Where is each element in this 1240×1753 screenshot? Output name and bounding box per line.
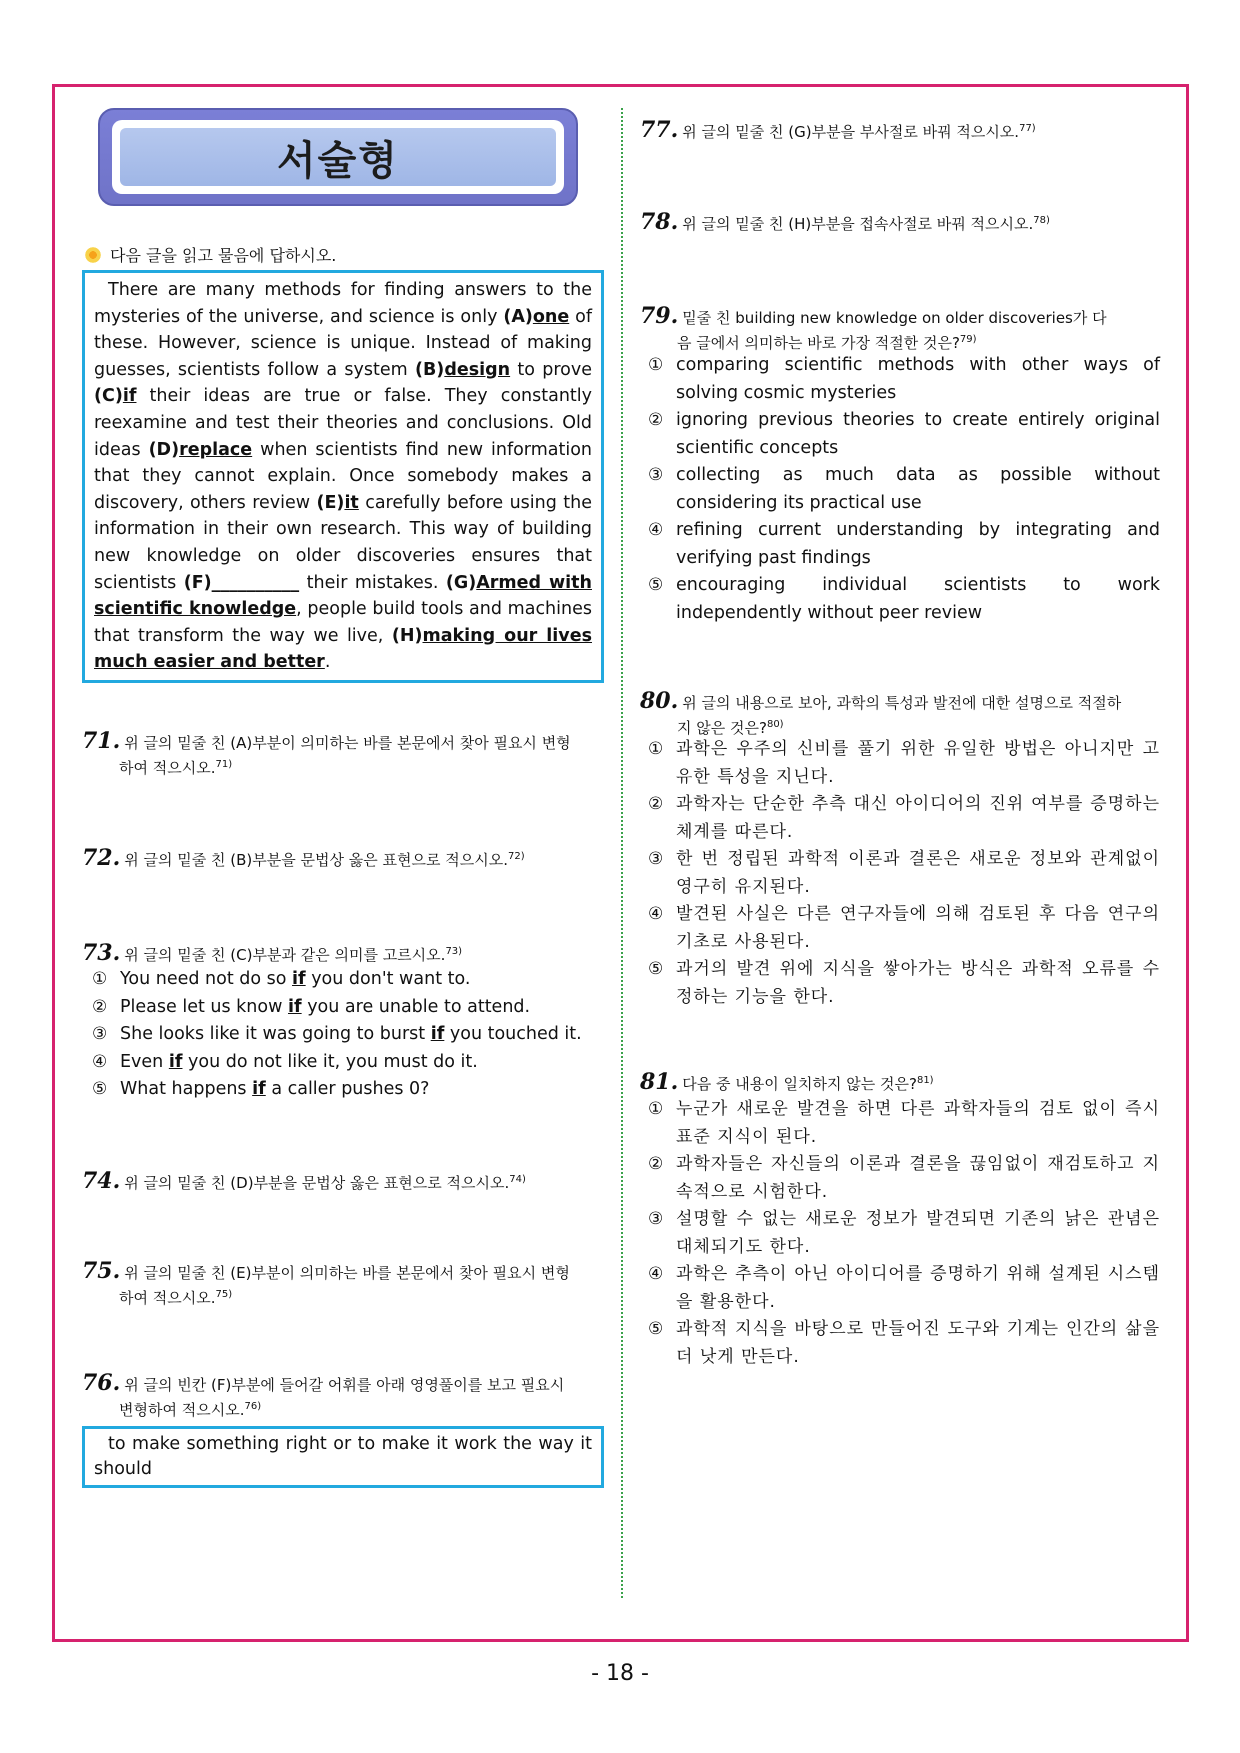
question-text: 위 글의 밑줄 친 (H)부분을 접속사절로 바꿔 적으시오.: [682, 215, 1034, 233]
option-4[interactable]: ④ Even if you do not like it, you must do it.: [92, 1051, 478, 1072]
passage-text: their mistakes.: [299, 572, 446, 593]
question-76: [82, 1372, 604, 1421]
instruction: [84, 243, 336, 266]
question-text: 위 글의 밑줄 친 (B)부분을 문법상 옳은 표현으로 적으시오.: [124, 851, 508, 869]
option-2[interactable]: ② 과학자는 단순한 추측 대신 아이디어의 진위 여부를 증명하는 체계를 따른다.: [648, 794, 1160, 842]
passage-text: to prove: [510, 359, 592, 380]
title-banner: [98, 108, 578, 206]
option-2[interactable]: ② ignoring previous theories to create entirely original scientific concepts: [648, 410, 1160, 458]
question-number: 79.: [640, 303, 679, 329]
label-b: (B): [414, 359, 445, 380]
question-75: [82, 1260, 604, 1309]
keyword-if: if: [288, 996, 302, 1017]
question-text: 위 글의 내용으로 보아, 과학의 특성과 발전에 대한 설명으로 적절하: [682, 694, 1122, 712]
keyword-if: if: [252, 1079, 266, 1099]
footnote-ref: 71): [215, 759, 233, 770]
question-80: [640, 690, 1160, 739]
underline-g: Armed with scientific knowledge: [94, 572, 592, 620]
blank-f: (F)__________: [183, 572, 300, 593]
option-5[interactable]: ⑤ 과학적 지식을 바탕으로 만들어진 도구와 기계는 인간의 삶을 더 낫게 만든다.: [648, 1319, 1160, 1367]
option-5[interactable]: ⑤ What happens if a caller pushes 0?: [92, 1079, 430, 1099]
label-g: (G): [445, 572, 477, 593]
footnote-ref: 72): [507, 851, 525, 862]
question-number: 72.: [82, 845, 121, 871]
question-number: 71.: [82, 728, 121, 754]
options-73: [92, 966, 604, 1104]
footnote-ref: 76): [244, 1401, 262, 1412]
label-h: (H): [391, 625, 423, 646]
question-number: 81.: [640, 1069, 679, 1095]
footnote-ref: 78): [1033, 215, 1050, 226]
footnote-ref: 73): [445, 946, 463, 957]
keyword-if: if: [292, 969, 306, 989]
question-number: 80.: [640, 688, 679, 714]
column-divider: [621, 108, 623, 1598]
question-text-cont: 변형하여 적으시오.: [119, 1401, 245, 1419]
option-3[interactable]: ③ 한 번 정립된 과학적 이론과 결론은 새로운 정보와 관계없이 영구히 유지된다.: [648, 849, 1160, 897]
underline-b: design: [444, 359, 511, 380]
option-5[interactable]: ⑤ encouraging individual scientists to work independently without peer review: [648, 575, 1160, 623]
passage-text: carefully before using the information in their own research. This way of building new knowledge on older discoveries ensures that scientists: [94, 492, 592, 593]
passage-text: , people build tools and machines that transform the way we live,: [94, 599, 592, 646]
underline-d: replace: [179, 439, 253, 460]
underline-c: if: [122, 386, 137, 407]
passage-text: of these. However, science is unique. Instead of making guesses, scientists follow a system: [94, 306, 592, 380]
option-4[interactable]: ④ 발견된 사실은 다른 연구자들에 의해 검토된 후 다음 연구의 기초로 사용된다.: [648, 904, 1160, 952]
option-3[interactable]: ③ collecting as much data as possible without considering its practical use: [648, 465, 1160, 513]
option-1[interactable]: ① comparing scientific methods with other ways of solving cosmic mysteries: [648, 355, 1160, 403]
label-e: (E): [316, 492, 345, 513]
question-74: [82, 1169, 604, 1194]
title-banner-inner: [112, 120, 564, 194]
question-text: 위 글의 밑줄 친 (D)부분을 문법상 옳은 표현으로 적으시오.: [124, 1174, 510, 1192]
question-text: 위 글의 밑줄 친 (C)부분과 같은 의미를 고르시오.: [124, 946, 446, 964]
passage-text: There are many methods for finding answers to the mysteries of the universe, and science is only: [94, 280, 592, 327]
question-79: [640, 305, 1160, 354]
option-3[interactable]: ③ She looks like it was going to burst if you touched it.: [92, 1024, 582, 1044]
question-text: 위 글의 빈칸 (F)부분에 들어갈 어휘를 아래 영영풀이를 보고 필요시: [124, 1376, 565, 1394]
reading-passage: [82, 270, 604, 683]
passage-text: their ideas are true or false. They constantly reexamine and test their theories and conclusions. Old ideas: [94, 386, 592, 460]
question-number: 75.: [82, 1258, 121, 1284]
section-title: 서술형: [277, 137, 399, 184]
question-78: [640, 210, 1160, 235]
option-3[interactable]: ③ 설명할 수 없는 새로운 정보가 발견되면 기존의 낡은 관념은 대체되기도 한다.: [648, 1209, 1160, 1257]
underline-h: making our lives much easier and better: [94, 625, 592, 673]
question-text: 다음 중 내용이 일치하지 않는 것은?: [682, 1075, 917, 1093]
footnote-ref: 81): [916, 1075, 934, 1086]
question-77: [640, 118, 1160, 143]
option-4[interactable]: ④ 과학은 추측이 아닌 아이디어를 증명하기 위해 설계된 시스템을 활용한다.: [648, 1264, 1160, 1312]
question-71: [82, 730, 604, 779]
instruction-text: 다음 글을 읽고 물음에 답하시오.: [110, 246, 337, 265]
question-text: 위 글의 밑줄 친 (G)부분을 부사절로 바꿔 적으시오.: [682, 123, 1020, 141]
underline-a: one: [532, 306, 570, 327]
page-number: - 18 -: [591, 1661, 649, 1686]
keyword-if: if: [168, 1051, 183, 1072]
question-text: 위 글의 밑줄 친 (A)부분이 의미하는 바를 본문에서 찾아 필요시 변형: [124, 734, 571, 752]
question-number: 74.: [82, 1168, 121, 1194]
option-5[interactable]: ⑤ 과거의 발견 위에 지식을 쌓아가는 방식은 과학적 오류를 수정하는 기능을 한다.: [648, 959, 1160, 1007]
question-number: 77.: [640, 117, 679, 143]
footnote-ref: 75): [215, 1289, 233, 1300]
question-72: [82, 846, 604, 871]
question-text-cont: 하여 적으시오.: [119, 1289, 216, 1307]
keyword-if: if: [430, 1024, 445, 1044]
question-text-cont: 지 않은 것은?: [677, 719, 767, 737]
label-a: (A): [503, 306, 533, 327]
option-1[interactable]: ① You need not do so if you don't want to.: [92, 969, 471, 989]
option-1[interactable]: ① 과학은 우주의 신비를 풀기 위한 유일한 방법은 아니지만 고유한 특성을 지닌다.: [648, 739, 1160, 787]
footnote-ref: 79): [959, 334, 977, 345]
definition-box: [82, 1426, 604, 1488]
options-80: [648, 736, 1160, 1011]
question-text-cont: 하여 적으시오.: [119, 759, 216, 777]
option-2[interactable]: ② 과학자들은 자신들의 이론과 결론을 끊임없이 재검토하고 지속적으로 시험한다.: [648, 1154, 1160, 1202]
question-text: 위 글의 밑줄 친 (E)부분이 의미하는 바를 본문에서 찾아 필요시 변형: [124, 1264, 570, 1282]
option-4[interactable]: ④ refining current understanding by integrating and verifying past findings: [648, 520, 1160, 568]
option-2[interactable]: ② Please let us know if you are unable to attend.: [92, 996, 531, 1017]
footnote-ref: 74): [509, 1174, 526, 1185]
option-1[interactable]: ① 누군가 새로운 발견을 하면 다른 과학자들의 검토 없이 즉시 표준 지식이 된다.: [648, 1099, 1160, 1147]
footnote-ref: 80): [766, 719, 784, 730]
question-number: 76.: [82, 1370, 121, 1396]
question-text: 밑줄 친 building new knowledge on older discoveries가 다: [682, 309, 1107, 327]
options-81: [648, 1096, 1160, 1371]
passage-text: .: [324, 652, 331, 673]
question-73: [82, 941, 604, 966]
footnote-ref: 77): [1019, 123, 1036, 134]
label-c: (C): [94, 386, 123, 407]
definition-text: to make something right or to make it work the way it should: [94, 1434, 592, 1479]
question-number: 73.: [82, 940, 121, 966]
options-79: [648, 352, 1160, 627]
title-banner-core: [120, 128, 556, 186]
passage-text: when scientists find new information that they cannot explain. Once somebody makes a discovery, others review: [94, 439, 592, 513]
flower-icon: [84, 246, 102, 264]
label-d: (D): [148, 439, 180, 460]
question-text-cont: 음 글에서 의미하는 바로 가장 적절한 것은?: [677, 334, 960, 352]
question-81: [640, 1070, 1160, 1095]
question-number: 78.: [640, 209, 679, 235]
underline-e: it: [344, 492, 359, 513]
